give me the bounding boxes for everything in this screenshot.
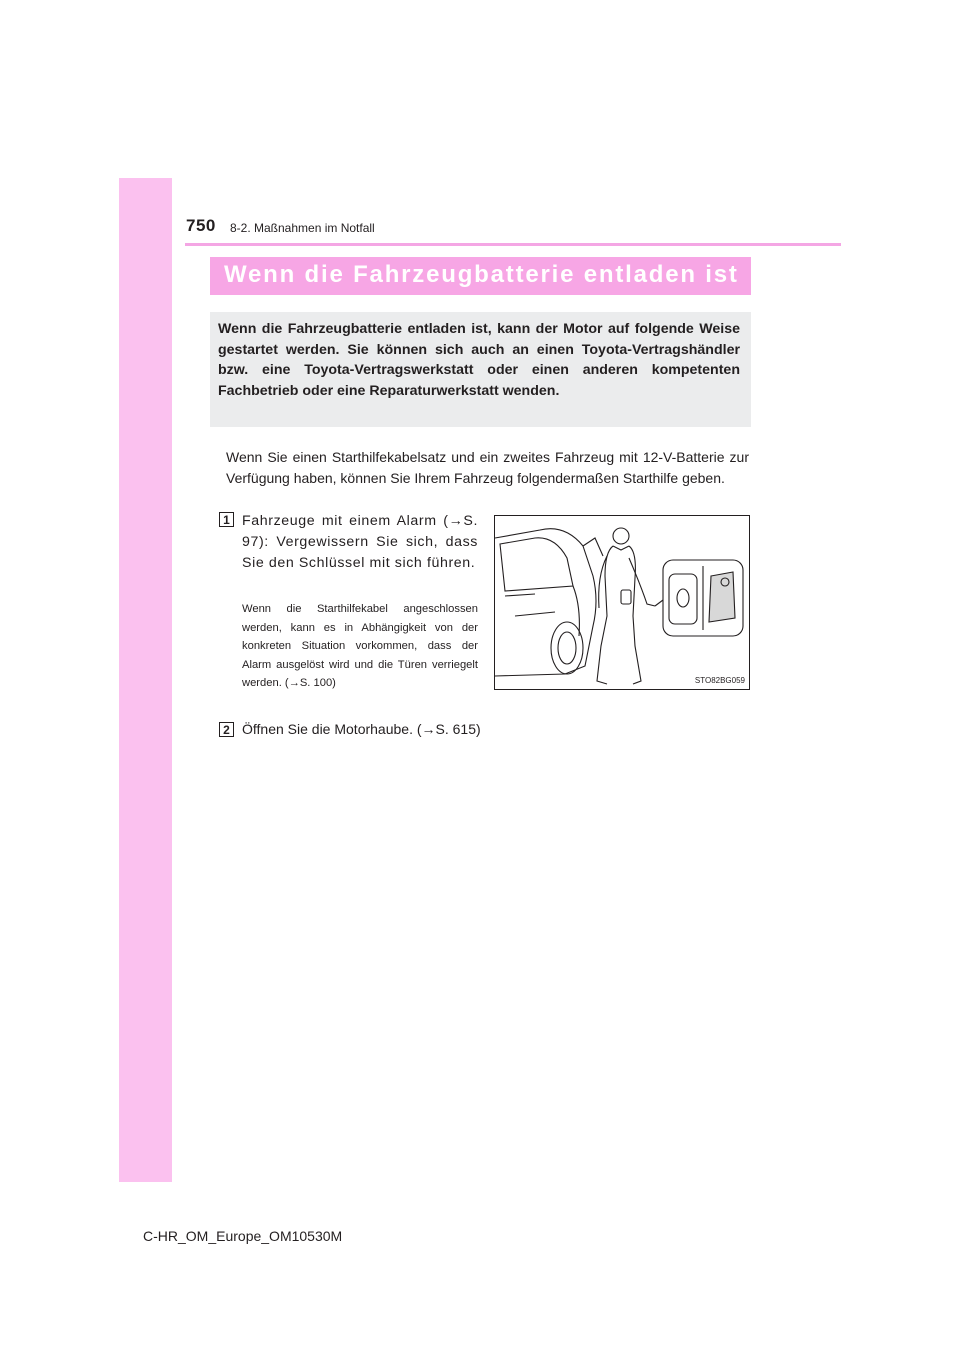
smart-key-icon [621, 560, 743, 636]
step-1-text: Fahrzeuge mit einem Alarm (→S. 97): Vergewissern Sie sich, dass Sie den Schlüssel mit sich führen. [242, 513, 478, 571]
step-number-2: 2 [219, 722, 234, 737]
step-2-text: Öffnen Sie die Motorhaube. (→S. 615) [242, 721, 481, 737]
header-divider [185, 243, 841, 246]
illustration-drawing [495, 516, 750, 690]
page-title: Wenn die Fahrzeugbatterie entladen ist [224, 261, 739, 288]
body-paragraph: Wenn Sie einen Starthilfekabelsatz und ein zweites Fahrzeug mit 12-V-Batterie zur Verfügung haben, können Sie Ihrem Fahrzeug folgendermaßen Starthilfe geben. [226, 449, 749, 486]
illustration-code: STO82BG059 [694, 676, 745, 685]
person-icon [597, 528, 655, 684]
section-label: 8-2. Maßnahmen im Notfall [230, 221, 375, 235]
step-1-note: Wenn die Starthilfekabel angeschlossen werden, kann es in Abhängigkeit von der konkreten Situation vorkommen, dass der Alarm ausgelöst wird und die Türen verriegelt werden. (→S. 100) [242, 603, 478, 690]
intro-box [210, 312, 751, 427]
illustration [494, 515, 750, 690]
title-banner [210, 257, 751, 295]
car-rear-icon [495, 529, 603, 676]
page-number: 750 [186, 216, 216, 235]
footer-document-code: C-HR_OM_Europe_OM10530M [143, 1228, 343, 1244]
intro-text: Wenn die Fahrzeugbatterie entladen ist, kann der Motor auf folgende Weise gestartet werden. Sie können sich auch an einen Toyota-Vertragshändler bzw. eine Toyota-Vertragswerkstatt oder einen anderen kompetenten Fachbetrieb oder eine Reparaturwerkstatt wenden. [218, 321, 740, 399]
side-tab [119, 178, 172, 1182]
step-number-1: 1 [219, 512, 234, 527]
